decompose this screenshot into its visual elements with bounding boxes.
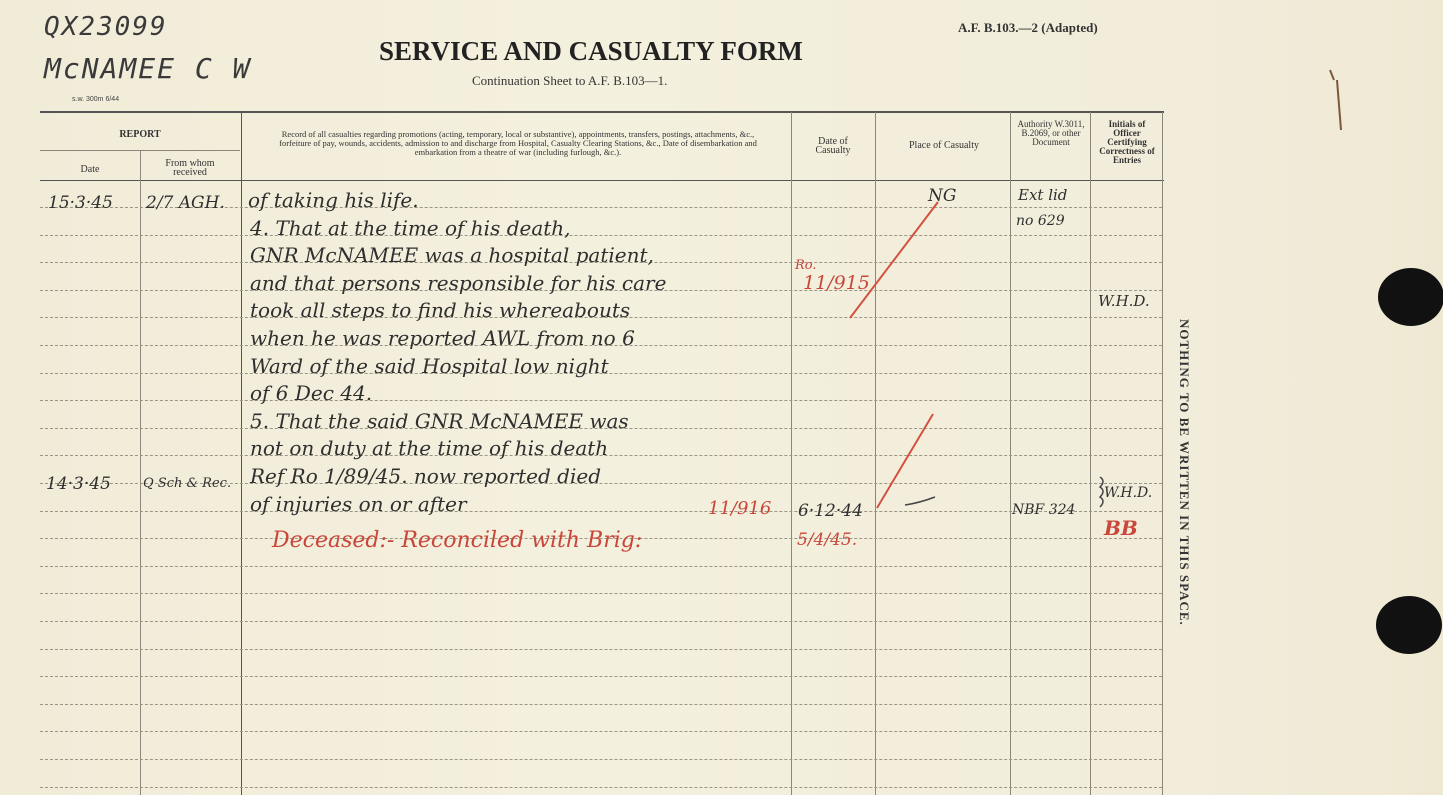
entry-date-1: 15·3·45	[48, 193, 113, 213]
brace-mark	[1100, 477, 1103, 507]
record-line: 4. That at the time of his death,	[250, 215, 571, 240]
record-line: of injuries on or after	[250, 491, 467, 516]
entry-place-1: NG	[928, 186, 957, 206]
record-line: when he was reported AWL from no 6	[250, 326, 635, 350]
authority-2: NBF 324	[1012, 502, 1076, 518]
soldier-name: McNAMEE C W	[44, 52, 252, 85]
entry-from-1: 2/7 AGH.	[146, 193, 225, 213]
record-line: of taking his life.	[248, 188, 419, 212]
initials-1: W.H.D.	[1098, 292, 1150, 310]
red-ref-1: 11/915	[803, 272, 870, 294]
header-initials: Initials of Officer Certifying Correctness of Entries	[1099, 119, 1155, 165]
punch-hole-top	[1378, 268, 1443, 326]
punch-hole-bottom	[1376, 596, 1442, 654]
side-note: NOTHING TO BE WRITTEN IN THIS SPACE.	[1177, 319, 1192, 626]
red-ref-2: 11/916	[708, 498, 772, 519]
record-line: not on duty at the time of his death	[250, 436, 609, 461]
header-date-of-casualty: Date of Casualty	[815, 136, 851, 156]
record-line: and that persons responsible for his care	[250, 270, 667, 295]
deceased-line: Deceased:- Reconciled with Brig:	[272, 528, 643, 553]
header-from-whom: From whom received	[165, 158, 215, 178]
record-line: Ref Ro 1/89/45. now reported died	[250, 464, 601, 488]
entry-from-11: Q Sch & Rec.	[143, 476, 232, 491]
record-line: GNR McNAMEE was a hospital patient,	[250, 243, 654, 268]
record-line: 5. That the said GNR McNAMEE was	[250, 408, 629, 433]
record-line: Ward of the said Hospital low night	[250, 353, 609, 378]
print-code: s.w. 300m 6/44	[72, 96, 120, 103]
deceased-date: 5/4/45.	[797, 530, 858, 550]
service-number: QX23099	[44, 12, 168, 42]
initials-2: W.H.D.	[1104, 485, 1153, 501]
header-date: Date	[80, 164, 100, 175]
red-ro-1: Ro.	[795, 258, 817, 273]
form-title: SERVICE AND CASUALTY FORM	[379, 36, 803, 66]
record-line: of 6 Dec 44.	[250, 381, 373, 406]
tick-mark	[905, 497, 935, 505]
header-report: REPORT	[119, 129, 161, 140]
header-place-of-casualty: Place of Casualty	[909, 140, 979, 151]
entry-authority-2: no 629	[1016, 213, 1065, 229]
record-line: took all steps to find his whereabouts	[250, 298, 631, 323]
red-strike-2	[877, 414, 933, 508]
red-strike-1	[850, 202, 938, 318]
form-subtitle: Continuation Sheet to A.F. B.103—1.	[472, 73, 668, 88]
entry-authority-1: Ext lid	[1018, 186, 1068, 204]
date-of-casualty-2: 6·12·44	[798, 501, 863, 521]
header-authority: Authority W.3011, B.2069, or other Document	[1017, 119, 1085, 147]
margin-pencil-mark	[1330, 70, 1341, 130]
form-number: A.F. B.103.—2 (Adapted)	[958, 20, 1098, 35]
entry-date-11: 14·3·45	[46, 474, 111, 494]
header-record: Record of all casualties regarding promotions (acting, temporary, local or substantive), appointments, transfers, postings, attachments, &c., forfeiture of pay, wounds, accidents, admission to and discharge from Hospital, Casualty Clearing Stations, &c., Date of disembarkation and embarkation from a theatre of war (including furlough, &c.).	[279, 129, 757, 157]
initials-red: BB	[1104, 516, 1138, 540]
